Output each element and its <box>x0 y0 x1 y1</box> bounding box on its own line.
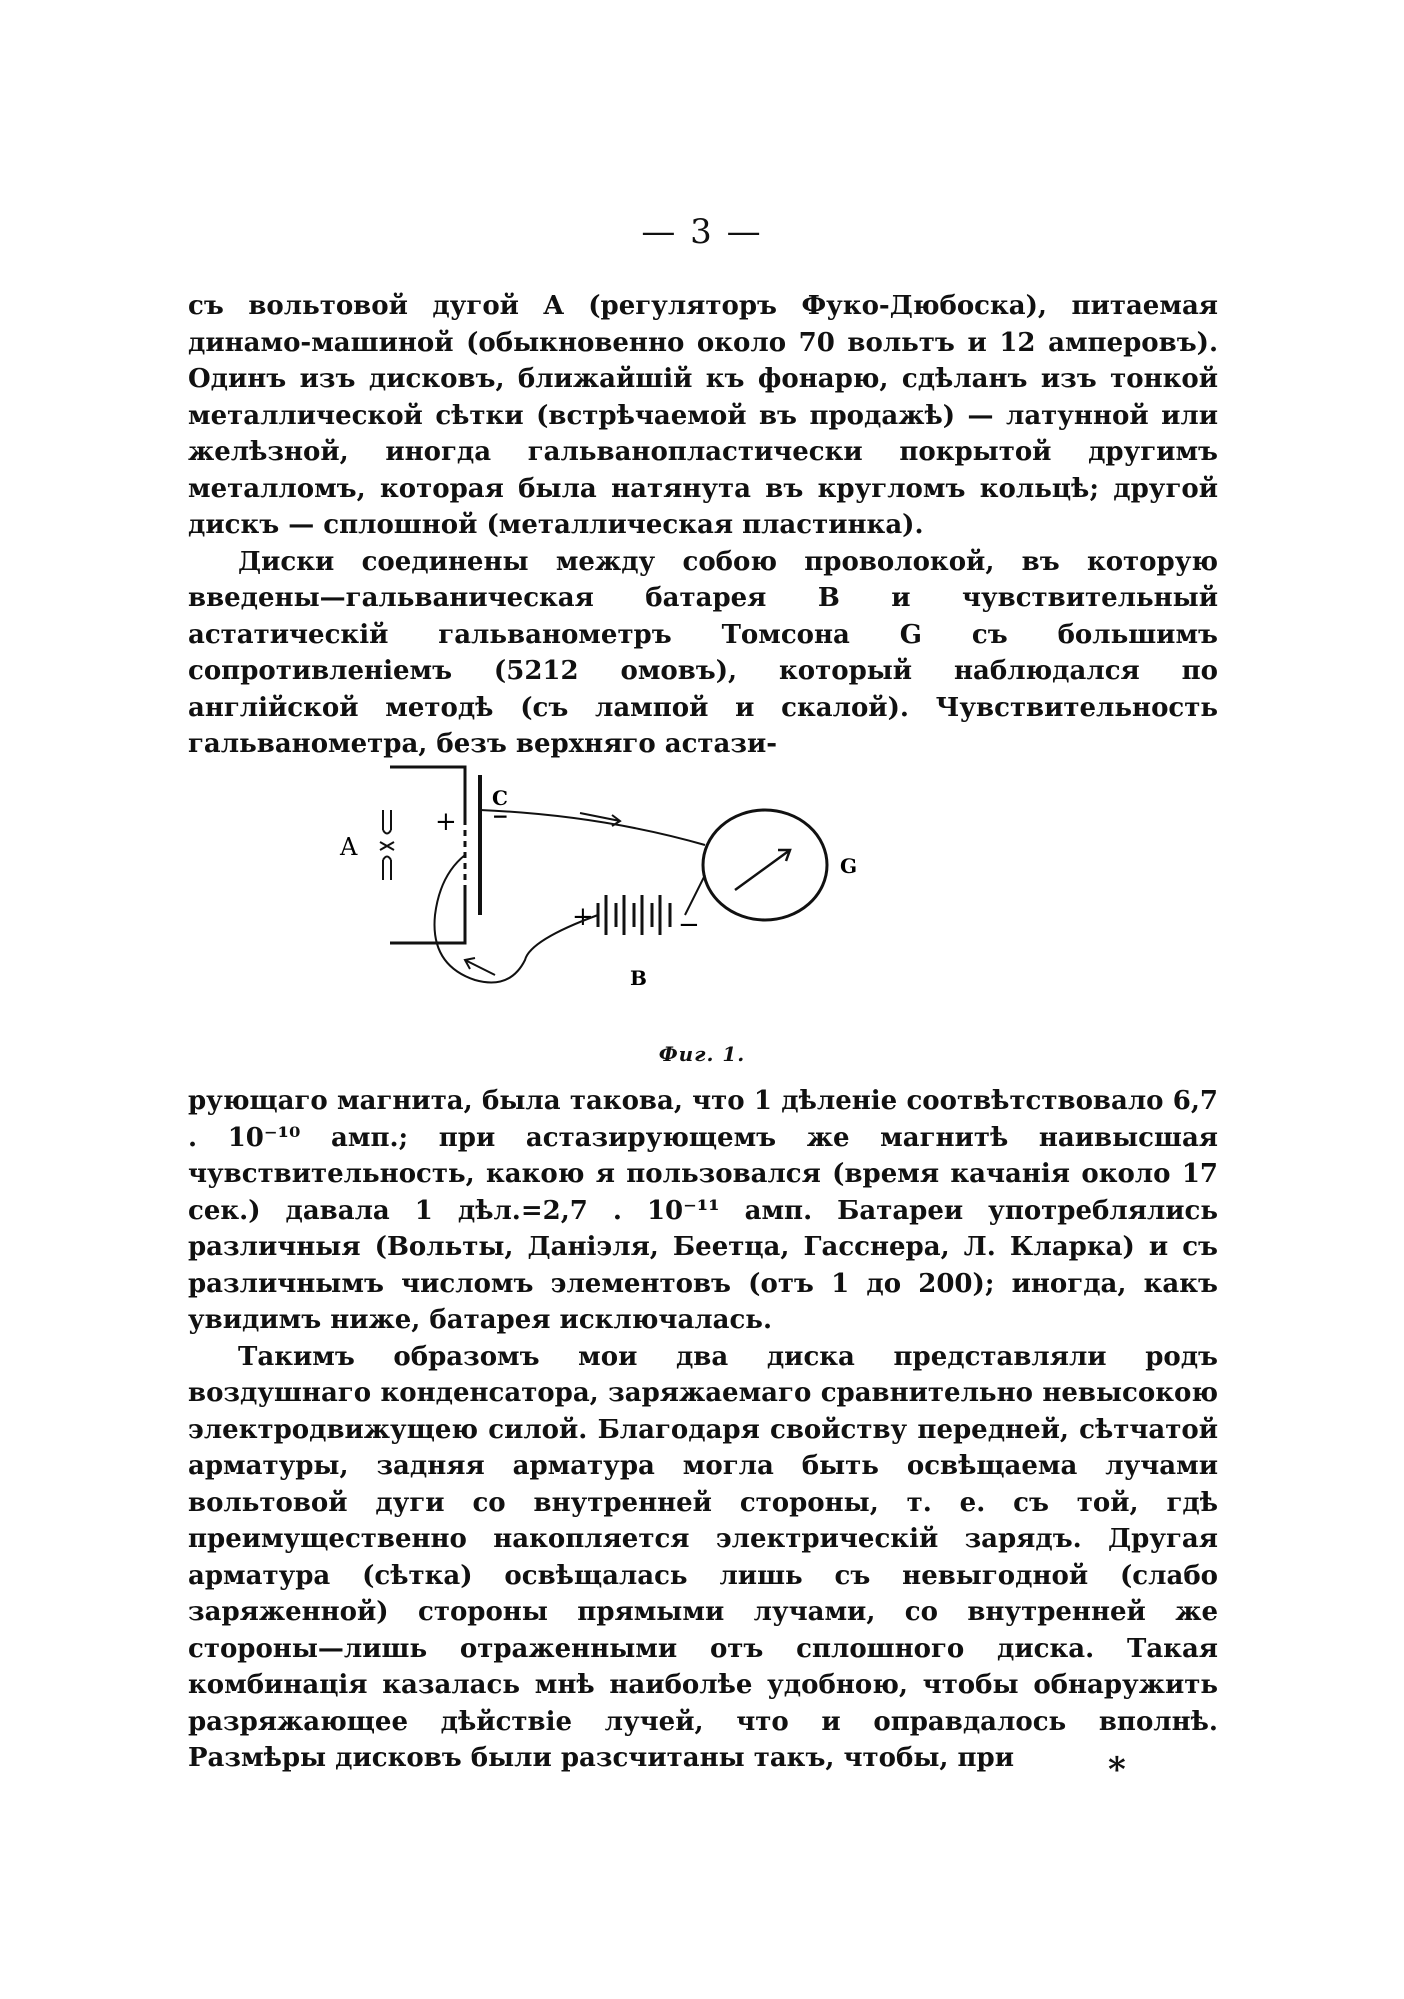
label-g: G <box>840 854 858 878</box>
paragraph: рующаго магнита, была такова, что 1 дѣленіе соотвѣтствовало 6,7 . 10⁻¹⁰ амп.; при астазирующемъ же магнитѣ наивысшая чувствительность, какою я пользовался (время качанія около 17 сек.) давала 1 дѣл.=2,7 . 10⁻¹¹ амп. Батареи употреблялись различныя (Вольты, Даніэля, Беетца, Гасснера, Л. Кларка) и съ различнымъ числомъ элементовъ (отъ 1 до 200); иногда, какъ увидимъ ниже, батарея исключалась. <box>188 1086 1218 1335</box>
label-plus-c: + <box>435 807 457 837</box>
battery <box>598 895 670 935</box>
arc-spark <box>380 842 394 850</box>
arrow-bottom <box>465 958 495 975</box>
footer-mark: * <box>1108 1750 1126 1790</box>
label-b: B <box>630 966 647 990</box>
arc-electrode-bottom <box>383 857 391 881</box>
text-block-top <box>188 288 1218 763</box>
wire-right <box>685 875 705 915</box>
label-minus-c: − <box>492 804 509 828</box>
circuit-diagram <box>300 755 1120 1075</box>
page-number: — 3 — <box>641 212 763 252</box>
text-block-bottom <box>188 1083 1218 1777</box>
paragraph: Такимъ образомъ мои два диска представляли родъ воздушнаго конденсатора, заряжаемаго сравнительно невысокою электродвижущею силой. Благодаря свойству передней, сѣтчатой арматуры, задняя арматура могла быть освѣщаема лучами вольтовой дуги со внутренней стороны, т. е. съ той, гдѣ преимущественно накопляется электрическій зарядъ. Другая арматура (сѣтка) освѣщалась лишь съ невыгодной (слабо заряженной) стороны прямыми лучами, со внутренней же стороны—лишь отраженными отъ сплошного диска. Такая комбинація казалась мнѣ наиболѣе удобною, чтобы обнаружить разряжающее дѣйствіе лучей, что и оправдалось вполнѣ. Размѣры дисковъ были разсчитаны такъ, чтобы, при <box>188 1341 1218 1773</box>
paragraph: съ вольтовой дугой A (регуляторъ Фуко-Дюбоска), питаемая динамо-машиной (обыкновенно около 70 вольтъ и 12 амперовъ). Одинъ изъ дисковъ, ближайшій къ фонарю, сдѣланъ изъ тонкой металлической сѣтки (встрѣчаемой въ продажѣ) — латунной или желѣзной, иногда гальванопластически покрытой другимъ металломъ, которая была натянута въ кругломъ кольцѣ; другой дискъ — сплошной (металлическая пластинка). <box>188 291 1218 540</box>
label-a: A <box>340 833 358 861</box>
paragraph: Диски соединены между собою проволокой, въ которую введены—гальваническая батарея B и чувствительный астатическій гальванометръ Томсона G съ большимъ сопротивленіемъ (5212 омовъ), который наблюдался по англійской методѣ (съ лампой и скалой). Чувствительность гальванометра, безъ верхняго астази- <box>188 546 1218 759</box>
galvanometer-needle <box>735 850 790 890</box>
label-plus-b: + <box>572 902 594 932</box>
figure-caption: Фиг. 1. <box>658 1042 746 1066</box>
label-c: C <box>492 786 508 810</box>
figure-1-diagram <box>300 755 1120 1075</box>
arc-electrode-top <box>383 810 391 834</box>
galvanometer <box>703 810 827 920</box>
label-minus-b: − <box>678 910 700 940</box>
lantern-box-bottom <box>390 890 465 943</box>
